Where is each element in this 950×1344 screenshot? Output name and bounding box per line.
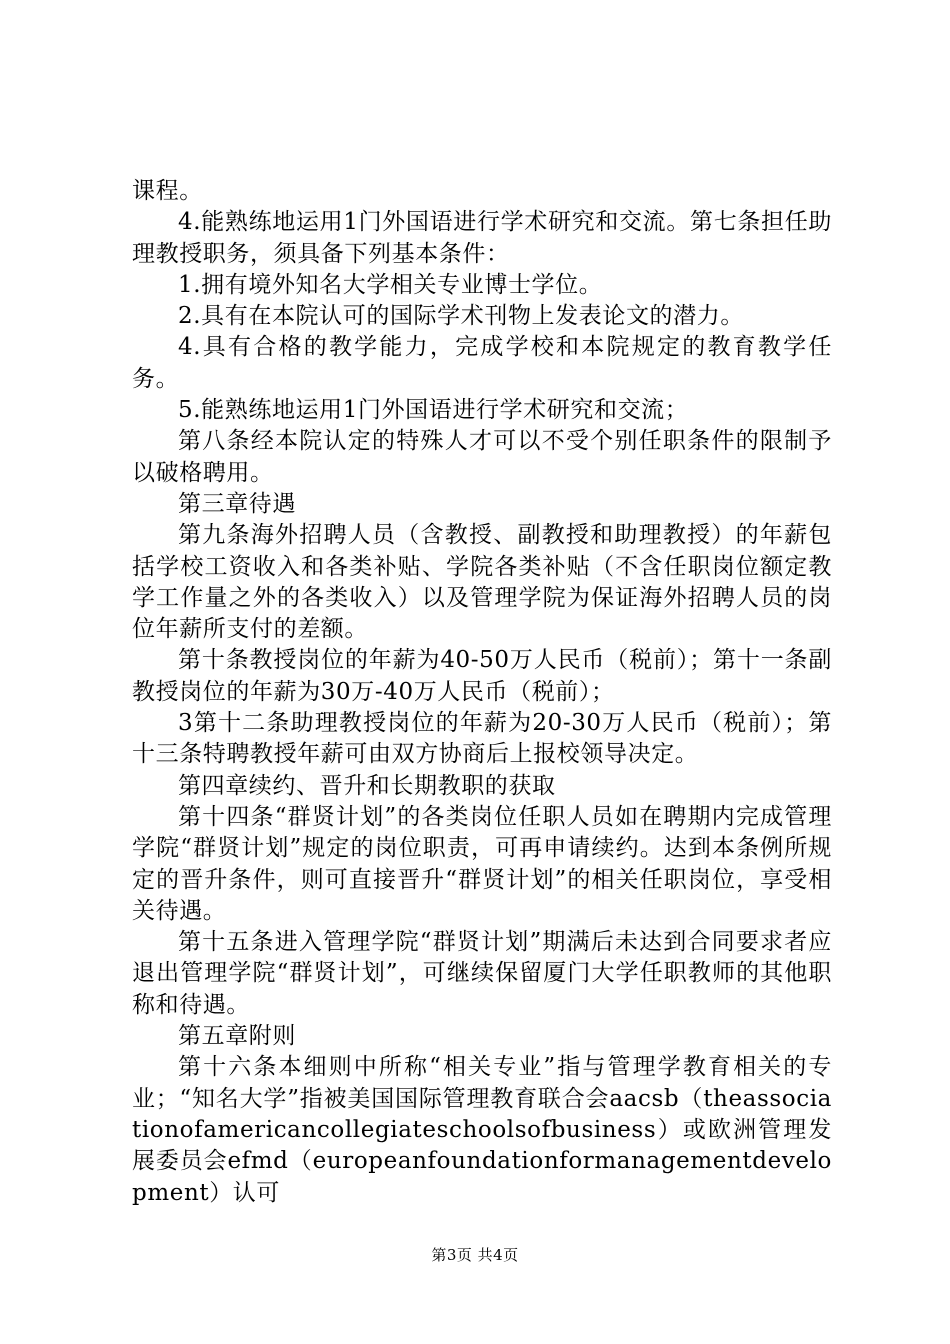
chapter-heading: 第四章续约、晋升和长期教职的获取 [178,772,556,799]
paragraph: 4.能熟练地运用1门外国语进行学术研究和交流。第七条担任助理教授职务，须具备下列基本条件： [132,209,832,267]
paragraph: 第十四条“群贤计划”的各类岗位任职人员如在聘期内完成管理学院“群贤计划”规定的岗位职责，可再申请续约。达到本条例所规定的晋升条件，则可直接晋升“群贤计划”的相关任职岗位，享受相关待遇。 [132,803,832,924]
paragraph: 第十条教授岗位的年薪为40-50万人民币（税前）；第十一条副教授岗位的年薪为30万-40万人民币（税前）； [132,647,832,705]
page-footer: 第3页 共4页 [431,1246,519,1264]
document-body [132,176,832,1209]
paragraph: 1.拥有境外知名大学相关专业博士学位。 [178,271,603,298]
chapter-heading: 第五章附则 [178,1023,296,1050]
paragraph: 3第十二条助理教授岗位的年薪为20-30万人民币（税前）；第十三条特聘教授年薪可由双方协商后上报校领导决定。 [132,710,832,768]
paragraph: 第九条海外招聘人员（含教授、副教授和助理教授）的年薪包括学校工资收入和各类补贴、学院各类补贴（不含任职岗位额定教学工作量之外的各类收入）以及管理学院为保证海外招聘人员的岗位年薪所支付的差额。 [132,522,832,643]
chapter-heading: 第三章待遇 [178,490,296,517]
paragraph: 第八条经本院认定的特殊人才可以不受个别任职条件的限制予以破格聘用。 [132,428,832,486]
paragraph: 5.能熟练地运用1门外国语进行学术研究和交流； [178,397,689,424]
paragraph: 课程。 [132,178,203,204]
paragraph: 4.具有合格的教学能力，完成学校和本院规定的教育教学任务。 [132,334,832,392]
paragraph: 第十六条本细则中所称“相关专业”指与管理学教育相关的专业；“知名大学”指被美国国际管理教育联合会aacsb（theassociationofamericancollegiateschoolsofbusiness）或欧洲管理发展委员会efmd（europeanfoundationformanagementdevelopment）认可 [132,1054,832,1206]
paragraph: 第十五条进入管理学院“群贤计划”期满后未达到合同要求者应退出管理学院“群贤计划”，可继续保留厦门大学任职教师的其他职称和待遇。 [132,929,832,1018]
paragraph: 2.具有在本院认可的国际学术刊物上发表论文的潜力。 [178,303,744,330]
